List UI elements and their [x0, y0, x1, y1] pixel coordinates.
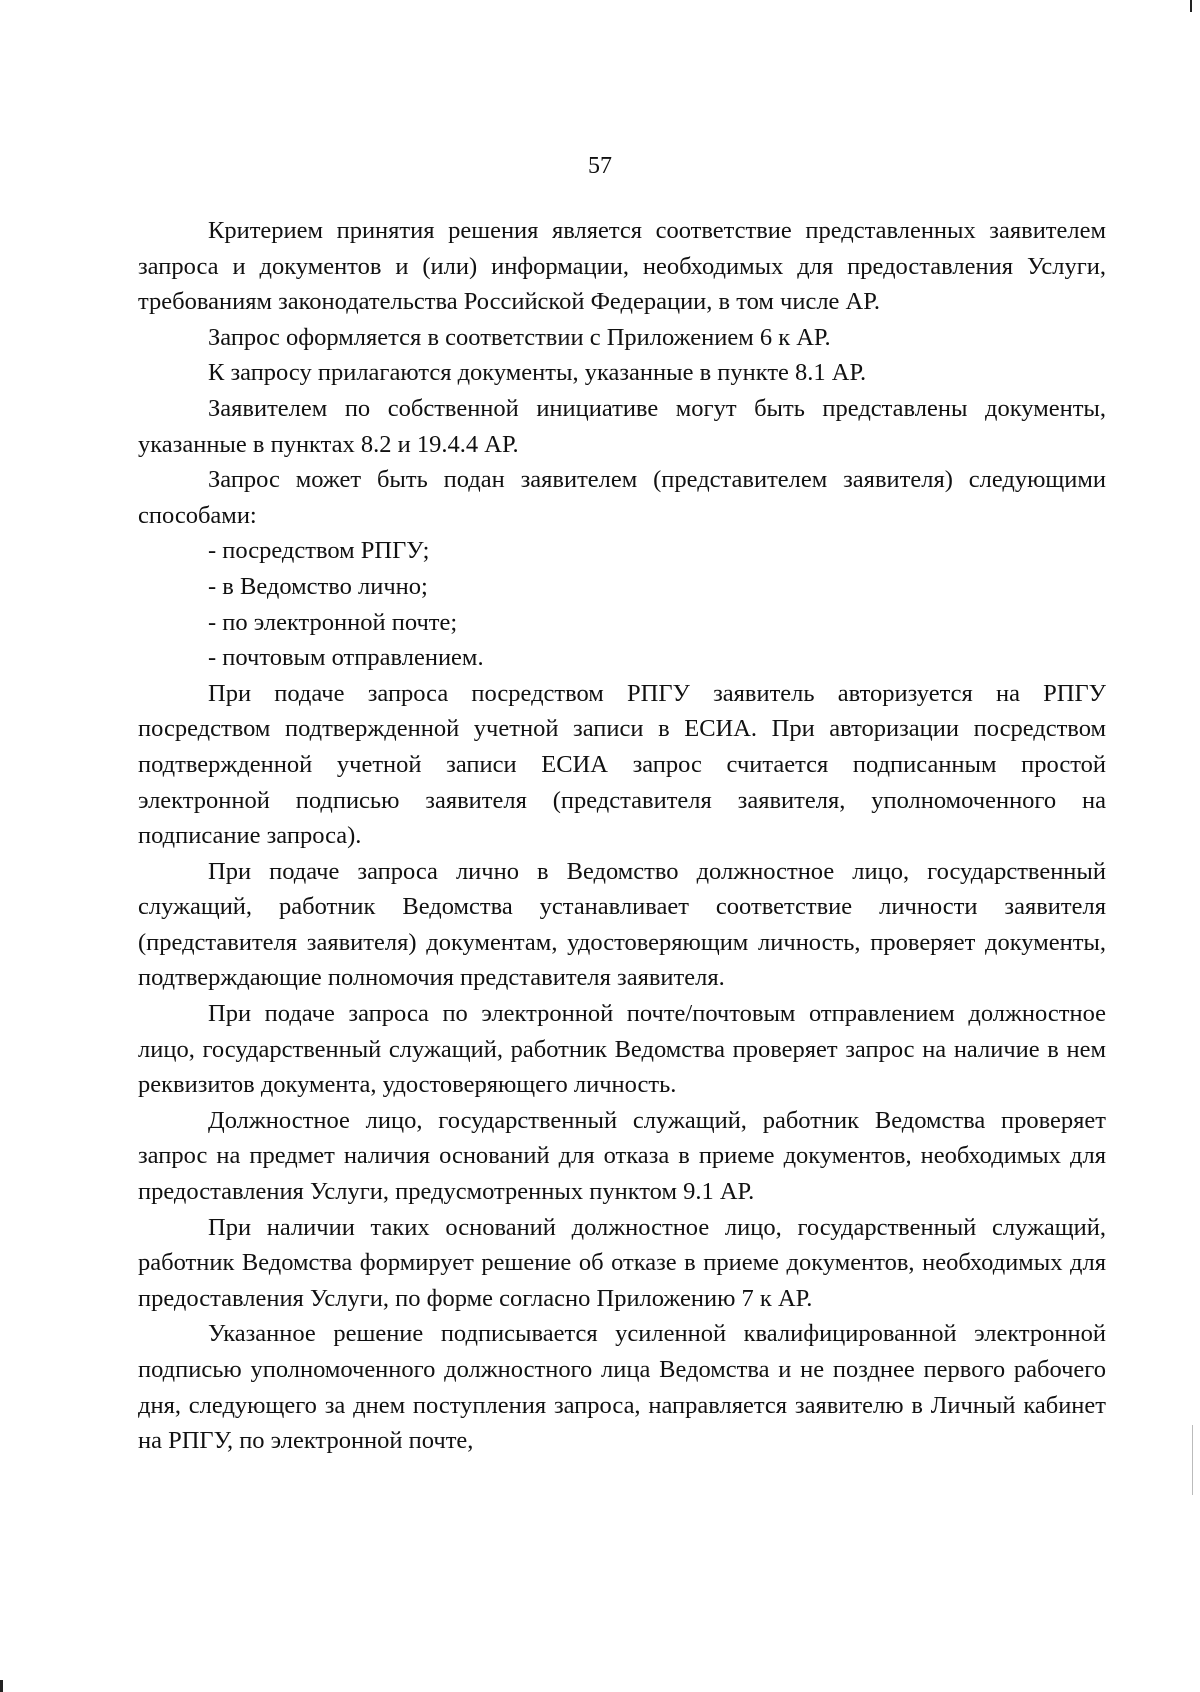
list-item: - в Ведомство лично;: [208, 572, 428, 600]
paragraph: Критерием принятия решения является соответствие представленных заявителем запроса и документов и (или) информации, необходимых для предоставления Услуги, требованиям законодательства Российской Федерации, в том числе АР.: [138, 217, 1106, 316]
page-number: 57: [588, 153, 612, 179]
paragraph: Запрос оформляется в соответствии с Приложением 6 к АР.: [208, 323, 831, 351]
paragraph: При подаче запроса лично в Ведомство должностное лицо, государственный служащий, работник Ведомства устанавливает соответствие личности заявителя (представителя заявителя) документам, удостоверяющим личность, проверяет документы, подтверждающие полномочия представителя заявителя.: [138, 857, 1106, 992]
list-item: - посредством РПГУ;: [208, 537, 430, 565]
paragraph: При наличии таких оснований должностное лицо, государственный служащий, работник Ведомства формирует решение об отказе в приеме документов, необходимых для предоставления Услуги, по форме согласно Приложению 7 к АР.: [138, 1213, 1106, 1312]
paragraph: Должностное лицо, государственный служащий, работник Ведомства проверяет запрос на предмет наличия оснований для отказа в приеме документов, необходимых для предоставления Услуги, предусмотренных пунктом 9.1 АР.: [138, 1106, 1106, 1206]
paragraph: Запрос может быть подан заявителем (представителем заявителя) следующими способами:: [138, 466, 1106, 529]
paragraph: К запросу прилагаются документы, указанные в пункте 8.1 АР.: [208, 359, 867, 387]
paragraph: Указанное решение подписывается усиленной квалифицированной электронной подписью уполномоченного должностного лица Ведомства и не позднее первого рабочего дня, следующего за днем поступления запроса, направляется заявителю в Личный кабинет на РПГУ, по электронной почте,: [138, 1320, 1106, 1455]
paragraph: При подаче запроса по электронной почте/почтовым отправлением должностное лицо, государственный служащий, работник Ведомства проверяет запрос на наличие в нем реквизитов документа, удостоверяющего личность.: [138, 1000, 1106, 1099]
document-body: [138, 213, 1106, 1459]
scan-mark: [1192, 1425, 1193, 1495]
list-item: - по электронной почте;: [208, 608, 458, 636]
paragraph: Заявителем по собственной инициативе могут быть представлены документы, указанные в пунктах 8.2 и 19.4.4 АР.: [138, 394, 1106, 458]
scan-mark: [0, 1680, 3, 1692]
list-item: - почтовым отправлением.: [208, 644, 484, 672]
scan-mark: [1190, 0, 1192, 12]
paragraph: При подаче запроса посредством РПГУ заявитель авторизуется на РПГУ посредством подтвержденной учетной записи в ЕСИА. При авторизации посредством подтвержденной учетной записи ЕСИА запрос считается подписанным простой электронной подписью заявителя (представителя заявителя, уполномоченного на подписание запроса).: [138, 679, 1106, 850]
